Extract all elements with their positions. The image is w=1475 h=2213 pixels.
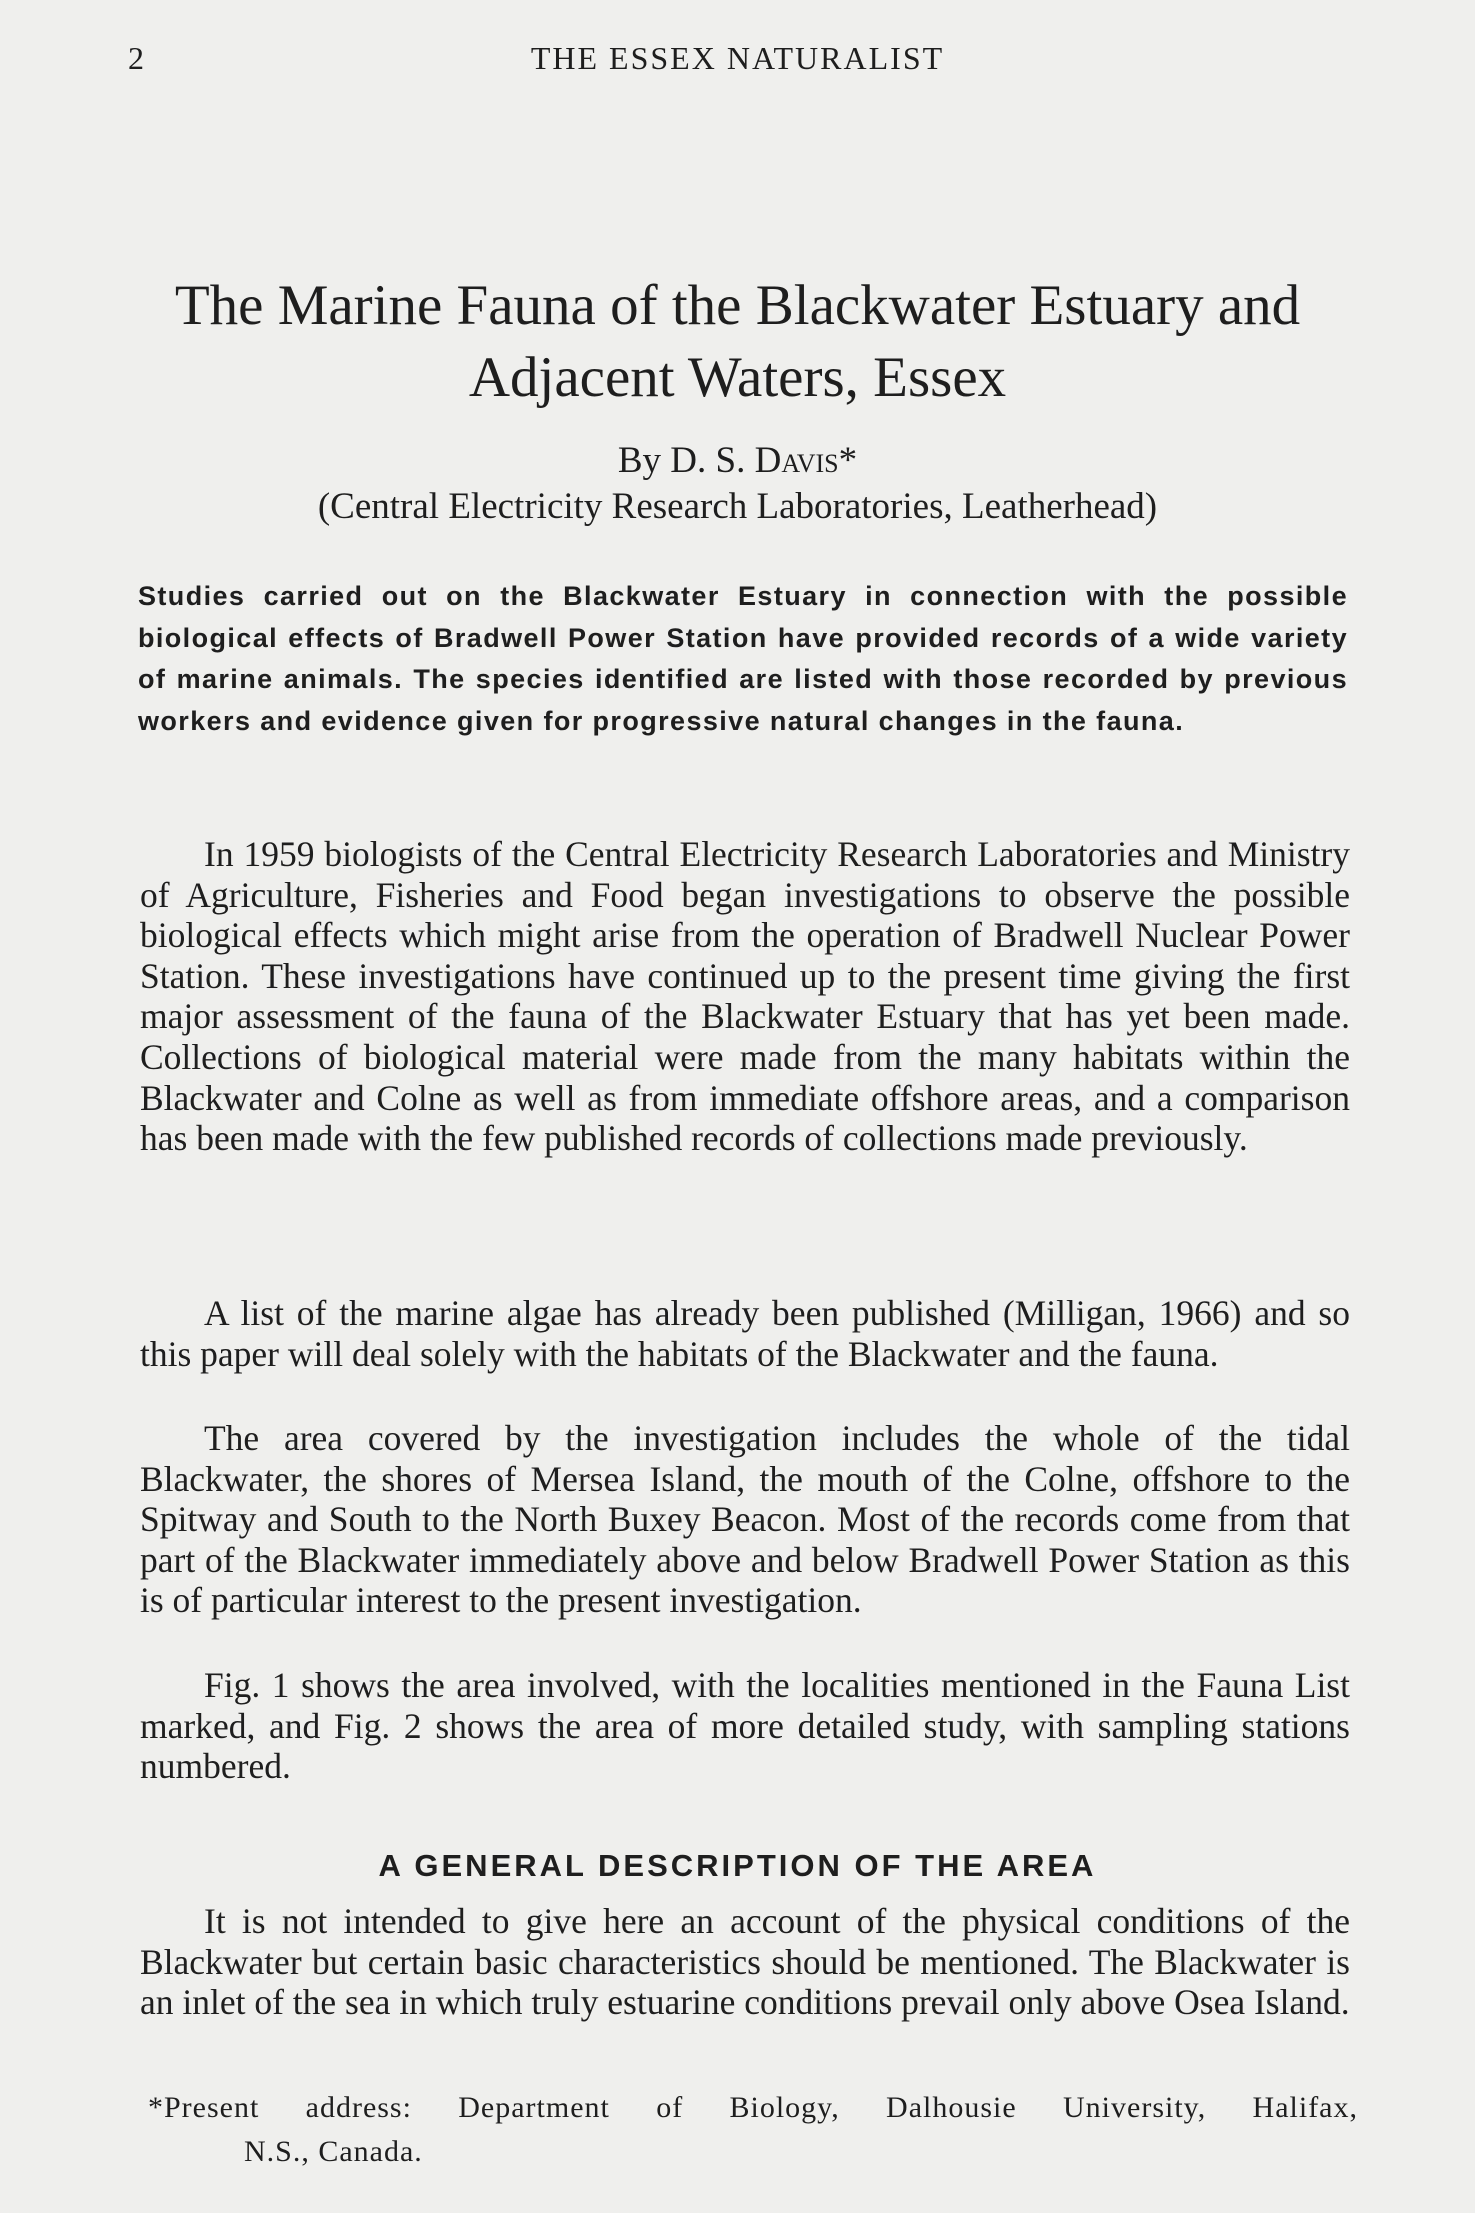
section-heading: A GENERAL DESCRIPTION OF THE AREA [378, 1848, 1097, 1883]
journal-title: THE ESSEX NATURALIST [530, 40, 945, 76]
section-paragraph: It is not intended to give here an account of the physical conditions of the Blackwater but certain basic characteristics should be mentioned. The Blackwater is an inlet of the sea in which truly estuarine conditions prevail only above Osea Island. [140, 1901, 1350, 2023]
body-paragraph-1: In 1959 biologists of the Central Electricity Research Laboratories and Ministry of Agriculture, Fisheries and Food began investigations to observe the possible biological effects which might arise from the operation of Bradwell Nuclear Power Station. These investigations have continued up to the present time giving the first major assessment of the fauna of the Blackwater Estuary that has yet been made. Collections of biological material were made from the many habitats within the Blackwater and Colne as well as from immediate offshore areas, and a comparison has been made with the few published records of collections made previously. [140, 834, 1350, 1159]
abstract: Studies carried out on the Blackwater Estuary in connection with the possible biological effects of Bradwell Power Station have provided records of a wide variety of marine animals. The species identified are listed with those recorded by previous workers and evidence given for progressive natural changes in the fauna. [138, 581, 1348, 736]
body-paragraph-2: A list of the marine algae has already been published (Milligan, 1966) and so this paper will deal solely with the habitats of the Blackwater and the fauna. [140, 1293, 1350, 1374]
footnote-line-2: N.S., Canada. [244, 2135, 423, 2168]
author-line [120, 438, 1355, 484]
author-affiliation: (Central Electricity Research Laboratories, Leatherhead) [317, 486, 1158, 527]
page-number: 2 [128, 40, 146, 76]
author-name: Davis* [754, 440, 858, 481]
byline-prefix: By D. S. [617, 440, 755, 481]
article-title-line-1: The Marine Fauna of the Blackwater Estuary and [174, 274, 1301, 337]
footnote [148, 2086, 1358, 2174]
byline [120, 438, 1355, 530]
footnote-line-1: *Present address: Department of Biology, Dalhousie University, Halifax, [148, 2091, 1358, 2124]
body-paragraph-4: Fig. 1 shows the area involved, with the localities mentioned in the Fauna List marked, and Fig. 2 shows the area of more detailed study, with sampling stations numbered. [140, 1665, 1350, 1787]
article-title [120, 270, 1355, 414]
article-title-line-2: Adjacent Waters, Essex [468, 346, 1007, 409]
body-paragraph-3: The area covered by the investigation includes the whole of the tidal Blackwater, the shores of Mersea Island, the mouth of the Colne, offshore to the Spitway and South to the North Buxey Beacon. Most of the records come from that part of the Blackwater immediately above and below Bradwell Power Station as this is of particular interest to the present investigation. [140, 1418, 1350, 1621]
